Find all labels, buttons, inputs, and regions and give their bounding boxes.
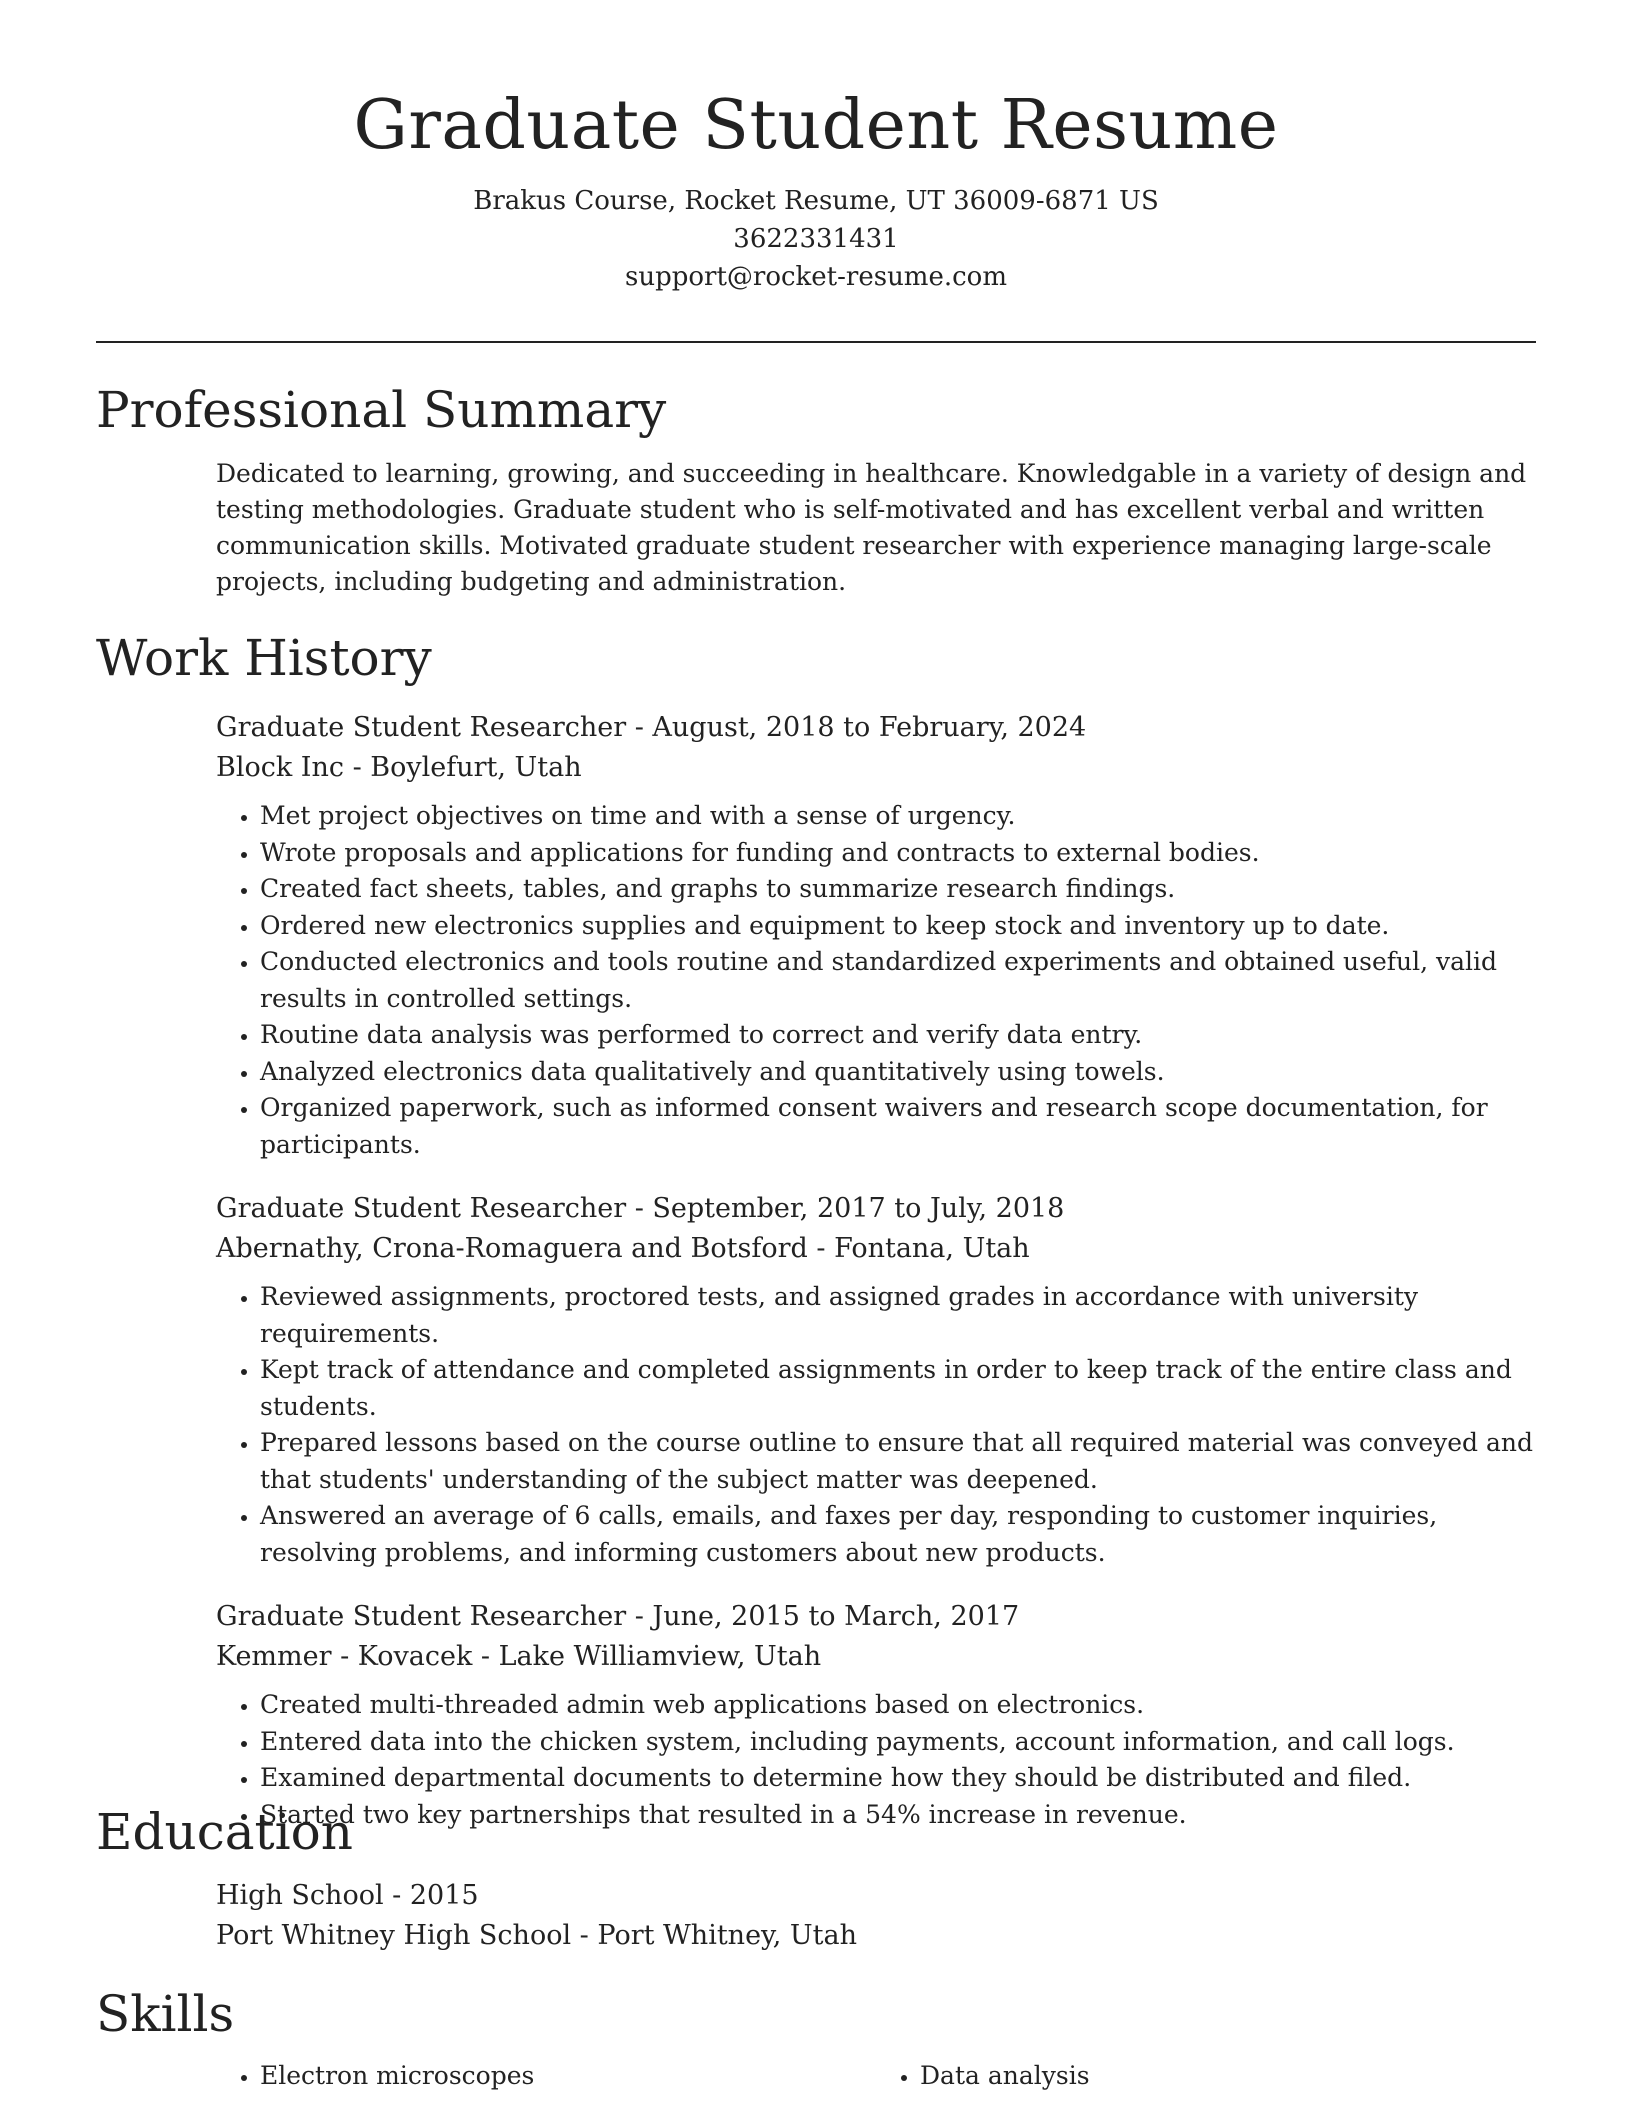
job-title-line bbox=[216, 708, 1536, 748]
education-section bbox=[96, 1802, 1536, 1956]
job-bullet: • Met project objectives on time and with a sense of urgency. bbox=[260, 798, 1536, 835]
job-entry bbox=[216, 1189, 1536, 1571]
job-bullet: • Answered an average of 6 calls, emails, and faxes per day, responding to customer inquiries, resolving problems, and informing customers about new products. bbox=[260, 1498, 1536, 1571]
education-entry bbox=[216, 1876, 1536, 1956]
skills-column-right bbox=[876, 2058, 1536, 2095]
job-company-line bbox=[216, 748, 1536, 788]
education-degree-line bbox=[216, 1876, 1536, 1916]
resume-header bbox=[0, 0, 1632, 296]
job-bullet: • Ordered new electronics supplies and equipment to keep stock and inventory up to date. bbox=[260, 908, 1536, 945]
job-company: Block Inc bbox=[216, 752, 344, 783]
job-title: Graduate Student Researcher bbox=[216, 1601, 627, 1632]
skills-section bbox=[96, 1984, 1536, 2095]
job-bullet: • Organized paperwork, such as informed consent waivers and research scope documentation, for participants. bbox=[260, 1090, 1536, 1163]
job-entry bbox=[216, 1597, 1536, 1833]
education-school: Port Whitney High School bbox=[216, 1920, 572, 1951]
skills-column-left bbox=[216, 2058, 876, 2095]
education-year: - 2015 bbox=[383, 1880, 479, 1911]
job-bullets bbox=[216, 1279, 1536, 1571]
job-bullet: • Prepared lessons based on the course outline to ensure that all required material was conveyed and that students' understanding of the subject matter was deepened. bbox=[260, 1425, 1536, 1498]
resume-title: Graduate Student Resume bbox=[353, 86, 1279, 165]
job-dates: - June, 2015 to March, 2017 bbox=[626, 1601, 1020, 1632]
job-location: - Lake Williamview, Utah bbox=[472, 1641, 822, 1672]
job-bullet: • Wrote proposals and applications for funding and contracts to external bodies. bbox=[260, 835, 1536, 872]
contact-phone: 3622331431 bbox=[733, 224, 899, 254]
job-bullet: • Analyzed electronics data qualitatively and quantitatively using towels. bbox=[260, 1054, 1536, 1091]
work-history-section bbox=[96, 628, 1536, 1833]
job-bullet: • Entered data into the chicken system, including payments, account information, and call logs. bbox=[260, 1724, 1536, 1761]
job-bullet: • Reviewed assignments, proctored tests, and assigned grades in accordance with university requirements. bbox=[260, 1279, 1536, 1352]
job-list bbox=[216, 708, 1536, 1833]
job-location: - Fontana, Utah bbox=[807, 1233, 1030, 1264]
education-degree: High School bbox=[216, 1880, 384, 1911]
job-bullet: • Created fact sheets, tables, and graphs to summarize research findings. bbox=[260, 871, 1536, 908]
summary-heading: Professional Summary bbox=[96, 381, 667, 439]
job-bullet: • Kept track of attendance and completed assignments in order to keep track of the entire class and students. bbox=[260, 1352, 1536, 1425]
job-dates: - September, 2017 to July, 2018 bbox=[626, 1193, 1065, 1224]
job-bullet: • Conducted electronics and tools routine and standardized experiments and obtained useful, valid results in controlled settings. bbox=[260, 944, 1536, 1017]
job-dates: - August, 2018 to February, 2024 bbox=[626, 712, 1087, 743]
job-title-line bbox=[216, 1597, 1536, 1637]
job-bullet: • Routine data analysis was performed to correct and verify data entry. bbox=[260, 1017, 1536, 1054]
job-title: Graduate Student Researcher bbox=[216, 1193, 627, 1224]
job-bullet: • Examined departmental documents to determine how they should be distributed and filed. bbox=[260, 1760, 1536, 1797]
education-school-line bbox=[216, 1916, 1536, 1956]
job-company: Kemmer - Kovacek bbox=[216, 1641, 473, 1672]
skill-item: • Electron microscopes bbox=[260, 2058, 876, 2095]
summary-text: Dedicated to learning, growing, and succeeding in healthcare. Knowledgable in a variety of design and testing methodologies. Graduate student who is self-motivated and has excellent verbal and written communication skills. Motivated graduate student researcher with experience managing large-scale projects, including budgeting and administration. bbox=[216, 459, 1527, 596]
job-entry bbox=[216, 708, 1536, 1163]
work-history-heading: Work History bbox=[96, 629, 432, 687]
job-bullets bbox=[216, 798, 1536, 1163]
summary-section bbox=[96, 380, 1536, 600]
job-company-line bbox=[216, 1229, 1536, 1269]
job-title: Graduate Student Researcher bbox=[216, 712, 627, 743]
skill-item: • Data analysis bbox=[920, 2058, 1536, 2095]
skills-list bbox=[216, 2058, 1536, 2095]
contact-info bbox=[0, 182, 1632, 296]
contact-address: Brakus Course, Rocket Resume, UT 36009-6871 US bbox=[473, 186, 1159, 216]
education-heading: Education bbox=[96, 1803, 353, 1861]
job-location: - Boylefurt, Utah bbox=[343, 752, 582, 783]
skills-heading: Skills bbox=[96, 1985, 235, 2043]
job-title-line bbox=[216, 1189, 1536, 1229]
job-bullet: • Created multi-threaded admin web applications based on electronics. bbox=[260, 1687, 1536, 1724]
job-company: Abernathy, Crona-Romaguera and Botsford bbox=[216, 1233, 808, 1264]
education-location: - Port Whitney, Utah bbox=[571, 1920, 857, 1951]
job-bullet: • Started two key partnerships that resulted in a 54% increase in revenue. bbox=[260, 1797, 1536, 1834]
header-divider bbox=[96, 341, 1536, 343]
contact-email: support@rocket-resume.com bbox=[624, 262, 1007, 292]
job-company-line bbox=[216, 1637, 1536, 1677]
